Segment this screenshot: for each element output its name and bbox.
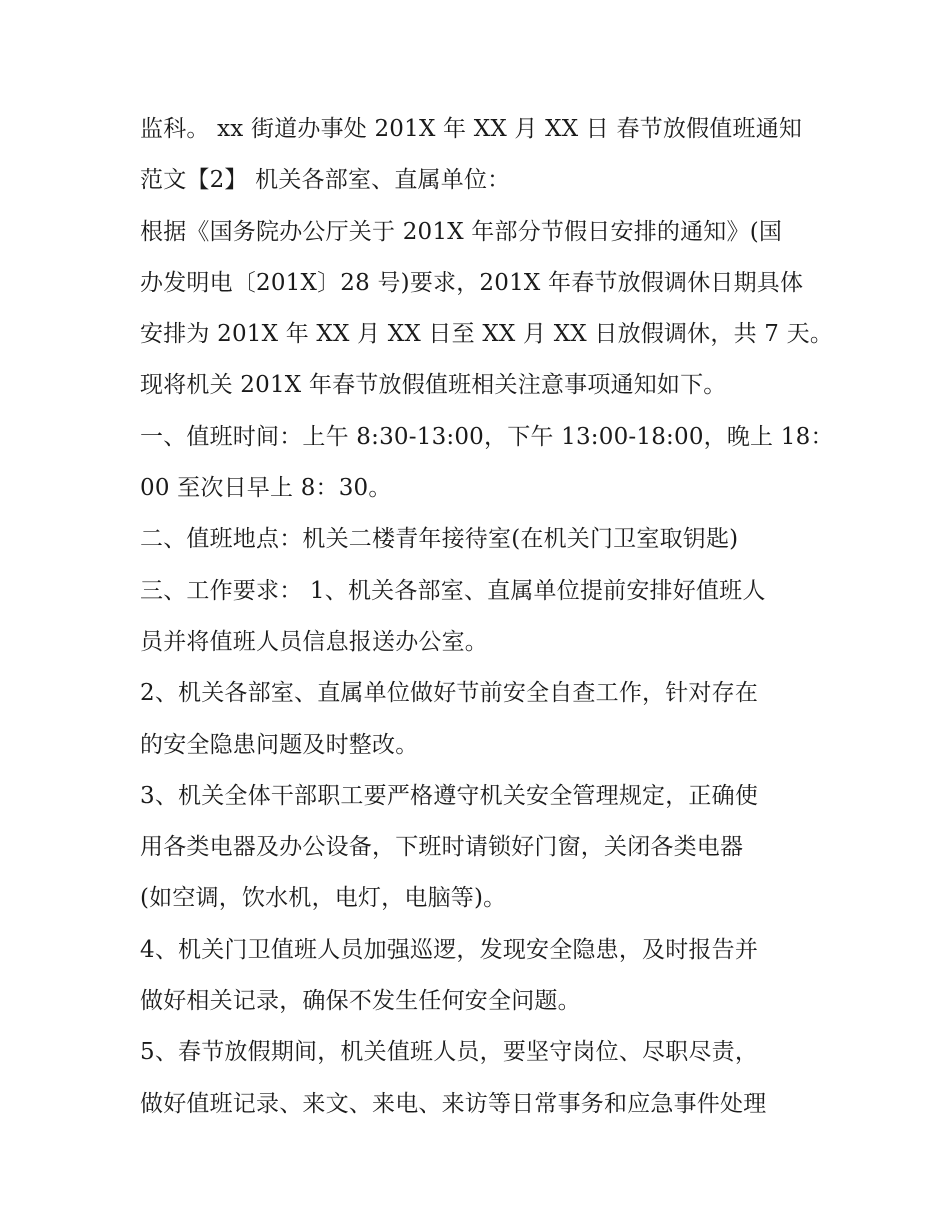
text-line: 办发明电〔201X〕28 号)要求，201X 年春节放假调休日期具体 bbox=[140, 269, 804, 296]
text-line: 00 至次日早上 8：30。 bbox=[140, 475, 392, 502]
text-line: 一、值班时间：上午 8:30-13:00，下午 13:00-18:00，晚上 18： bbox=[140, 423, 834, 450]
text-line: 三、工作要求： 1、机关各部室、直属单位提前安排好值班人 bbox=[140, 577, 766, 604]
text-line: 3、机关全体干部职工要严格遵守机关安全管理规定，正确使 bbox=[140, 782, 759, 809]
text-line: 用各类电器及办公设备，下班时请锁好门窗，关闭各类电器 bbox=[140, 834, 744, 861]
text-line: 现将机关 201X 年春节放假值班相关注意事项通知如下。 bbox=[140, 372, 727, 399]
text-line: 5、春节放假期间，机关值班人员，要坚守岗位、尽职尽责， bbox=[140, 1039, 759, 1066]
text-line: 做好相关记录，确保不发生任何安全问题。 bbox=[140, 988, 581, 1015]
document-body bbox=[140, 104, 834, 1130]
text-line: 做好值班记录、来文、来电、来访等日常事务和应急事件处理 bbox=[140, 1090, 767, 1117]
text-line: 4、机关门卫值班人员加强巡逻，发现安全隐患，及时报告并 bbox=[140, 936, 759, 963]
text-line: 根据《国务院办公厅关于 201X 年部分节假日安排的通知》(国 bbox=[140, 218, 783, 245]
text-line: 监科。 xx 街道办事处 201X 年 XX 月 XX 日 春节放假值班通知 bbox=[140, 116, 803, 142]
text-line: 员并将值班人员信息报送办公室。 bbox=[140, 628, 488, 655]
text-line: (如空调，饮水机，电灯，电脑等)。 bbox=[140, 885, 507, 912]
text-line: 二、值班地点：机关二楼青年接待室(在机关门卫室取钥匙) bbox=[140, 526, 739, 553]
text-line: 2、机关各部室、直属单位做好节前安全自查工作，针对存在 bbox=[140, 680, 759, 707]
text-line: 安排为 201X 年 XX 月 XX 日至 XX 月 XX 日放假调休，共 7 天。 bbox=[140, 321, 834, 348]
text-line: 范文【2】 机关各部室、直属单位： bbox=[140, 167, 511, 194]
text-line: 的安全隐患问题及时整改。 bbox=[140, 731, 419, 758]
